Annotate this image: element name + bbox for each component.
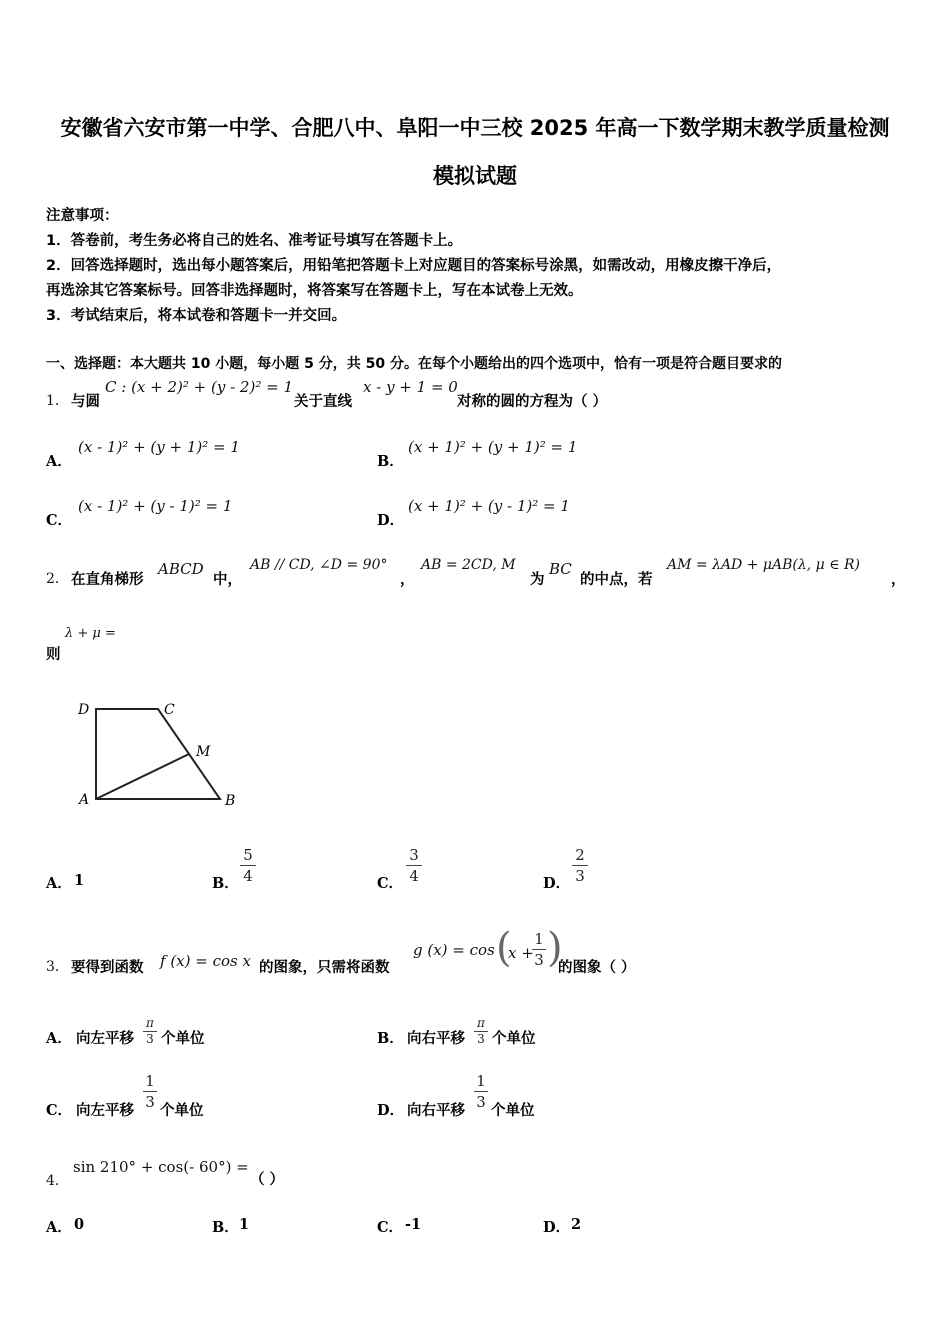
notice-heading: 注意事项：	[46, 208, 119, 224]
option-c[interactable]: -1	[405, 1216, 422, 1233]
option-b[interactable]: (x + 1)² + (y + 1)² = 1	[408, 438, 578, 456]
option-d-label: D．	[543, 1219, 571, 1236]
option-b-fraction: π 3	[474, 1017, 488, 1046]
function-g-arg: x +	[508, 944, 534, 962]
option-a[interactable]: 0	[74, 1216, 85, 1233]
circle-equation: C : (x + 2)² + (y - 2)² = 1	[105, 378, 293, 396]
paren-right: )	[547, 925, 563, 971]
page-title: 安徽省六安市第一中学、合肥八中、阜阳一中三校 2025 年高一下数学期末教学质量检测	[60, 116, 890, 140]
condition-1: AB // CD, ∠D = 90°	[250, 557, 388, 573]
question-text: ，	[891, 572, 906, 588]
trapezoid-name: ABCD	[158, 560, 204, 578]
option-b[interactable]: 1	[239, 1216, 250, 1233]
question-text: 为	[530, 572, 545, 588]
option-c-fraction: 1 3	[143, 1072, 157, 1111]
question-number: 1．	[46, 393, 69, 409]
option-c-text[interactable]: 向左平移	[76, 1103, 134, 1119]
section-heading: 一、选择题：本大题共 10 小题，每小题 5 分，共 50 分。在每个小题给出的四个选项中，恰有一项是符合题目要求的	[46, 356, 782, 372]
notice-item: 3．考试结束后，将本试卷和答题卡一并交回。	[46, 308, 347, 324]
question-text: 则	[46, 647, 61, 663]
option-d-unit: 个单位	[491, 1103, 535, 1119]
label-b: B	[225, 793, 236, 809]
label-m: M	[196, 744, 211, 760]
option-d-fraction: 1 3	[474, 1072, 488, 1111]
segment-name: BC	[549, 560, 572, 578]
label-a: A	[79, 792, 90, 808]
option-a-label: A．	[46, 1219, 72, 1236]
option-a-text[interactable]: 向左平移	[76, 1031, 134, 1047]
option-b-text[interactable]: 向右平移	[407, 1031, 465, 1047]
line-equation: x - y + 1 = 0	[363, 378, 458, 396]
option-a-unit: 个单位	[161, 1031, 205, 1047]
paren-left: (	[496, 925, 512, 971]
ask-expression: λ + μ =	[65, 626, 116, 641]
option-a[interactable]: (x - 1)² + (y + 1)² = 1	[78, 438, 240, 456]
option-b-label: B．	[377, 453, 404, 470]
notice-item: 1．答卷前，考生务必将自己的姓名、准考证号填写在答题卡上。	[46, 233, 463, 249]
question-text: （ ）	[250, 1172, 285, 1188]
function-g-fraction: 1 3	[532, 930, 546, 969]
question-text: 关于直线	[294, 394, 352, 410]
function-g: g (x) = cos	[413, 941, 495, 959]
option-d-label: D．	[377, 512, 405, 529]
question-text: 中，	[213, 572, 242, 588]
option-a-label: A．	[46, 1030, 72, 1047]
question-text: 与圆	[71, 394, 100, 410]
question-text: 对称的圆的方程为（ ）	[457, 394, 608, 410]
option-d[interactable]: 2 3	[572, 846, 588, 885]
vector-equation: AM = λAD + μAB(λ, μ ∈ R)	[667, 557, 861, 573]
question-text: ，	[400, 572, 415, 588]
question-text: 的中点，若	[580, 572, 653, 588]
question-number: 3．	[46, 959, 69, 975]
option-d[interactable]: 2	[571, 1216, 582, 1233]
label-d: D	[78, 702, 90, 718]
trapezoid-figure	[70, 695, 250, 815]
option-b-label: B．	[212, 875, 239, 892]
option-d-label: D．	[377, 1102, 405, 1119]
question-number: 2．	[46, 571, 69, 587]
option-c-unit: 个单位	[160, 1103, 204, 1119]
option-b-label: B．	[212, 1219, 239, 1236]
question-text: 的图象，只需将函数	[259, 960, 390, 976]
page-title-line2: 模拟试题	[433, 164, 517, 188]
segment-am	[96, 754, 189, 799]
option-d[interactable]: (x + 1)² + (y - 1)² = 1	[408, 497, 570, 515]
option-b[interactable]: 5 4	[240, 846, 256, 885]
expression: sin 210° + cos(- 60°) =	[73, 1158, 249, 1176]
option-a-label: A．	[46, 453, 72, 470]
option-b-unit: 个单位	[492, 1031, 536, 1047]
option-c-label: C．	[377, 875, 404, 892]
condition-2: AB = 2CD, M	[421, 557, 516, 573]
notice-item: 2．回答选择题时，选出每小题答案后，用铅笔把答题卡上对应题目的答案标号涂黑，如需改动，用橡皮擦干净后，	[46, 258, 782, 274]
option-c[interactable]: (x - 1)² + (y - 1)² = 1	[78, 497, 233, 515]
option-d-text[interactable]: 向右平移	[407, 1103, 465, 1119]
question-text: 要得到函数	[71, 960, 144, 976]
option-a-fraction: π 3	[143, 1017, 157, 1046]
notice-item: 再选涂其它答案标号。回答非选择题时，将答案写在答题卡上，写在本试卷上无效。	[46, 283, 583, 299]
option-c-label: C．	[46, 512, 73, 529]
option-d-label: D．	[543, 875, 571, 892]
question-text: 的图象（ ）	[558, 960, 636, 976]
option-c-label: C．	[377, 1219, 404, 1236]
option-a[interactable]: 1	[74, 872, 85, 889]
option-b-label: B．	[377, 1030, 404, 1047]
option-c-label: C．	[46, 1102, 73, 1119]
option-c[interactable]: 3 4	[406, 846, 422, 885]
option-a-label: A．	[46, 875, 72, 892]
question-text: 在直角梯形	[71, 572, 144, 588]
label-c: C	[164, 702, 175, 718]
function-f: f (x) = cos x	[160, 952, 251, 970]
question-number: 4．	[46, 1173, 69, 1189]
